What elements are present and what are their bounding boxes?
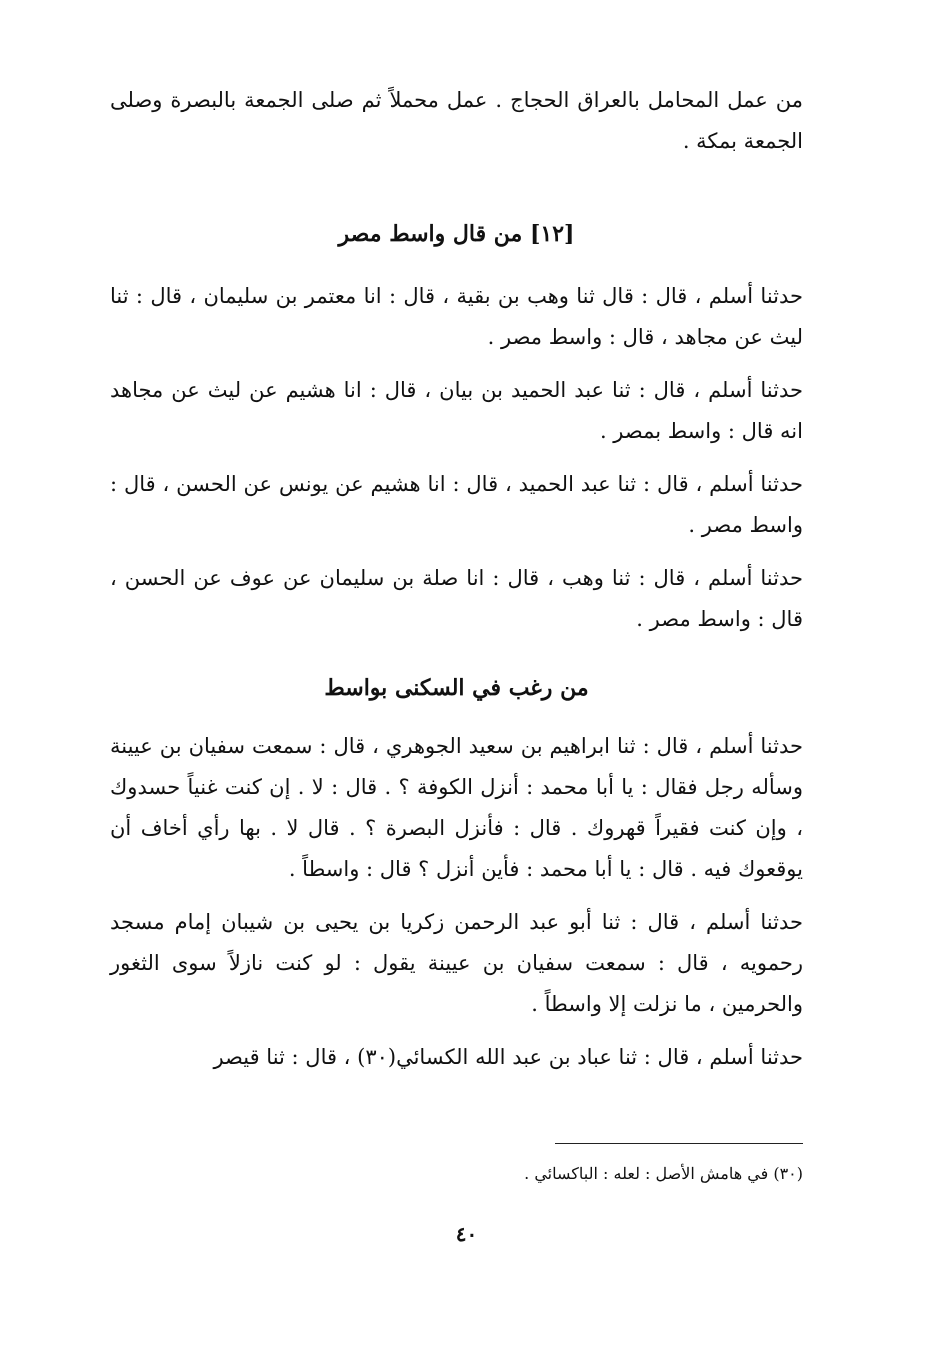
- hadith-paragraph: حدثنا أسلم ، قال : ثنا ابراهيم بن سعيد الجوهري ، قال : سمعت سفيان بن عيينة وسأله رجل فقال : يا أبا محمد : أنزل الكوفة ؟ . قال : لا . إن كنت غنياً حسدوك ، وإن كنت فقيراً قهروك . قال : فأنزل البصرة ؟ . قال لا . بها رأي أخاف أن يوقعوك فيه . قال : يا أبا محمد : فأين أنزل ؟ قال : واسطاً .: [110, 734, 803, 881]
- hadith-paragraph: حدثنا أسلم ، قال : ثنا وهب ، قال : انا صلة بن سليمان عن عوف عن الحسن ، قال : واسط مصر .: [110, 566, 803, 631]
- page-number: ٤٠: [455, 1222, 478, 1246]
- hadith-paragraph: حدثنا أسلم ، قال : ثنا عباد بن عبد الله الكسائي(٣٠) ، قال : ثنا قيصر: [213, 1045, 803, 1069]
- hadith-paragraph: حدثنا أسلم ، قال : ثنا أبو عبد الرحمن زكريا بن يحيى بن شيبان إمام مسجد رحمويه ، قال : سمعت سفيان بن عيينة يقول : لو كنت نازلاً سوى الثغور والحرمين ، ما نزلت إلا واسطاً .: [110, 910, 803, 1016]
- footnote-separator: [555, 1143, 803, 1144]
- hadith-paragraph: حدثنا أسلم ، قال : قال ثنا وهب بن بقية ، قال : انا معتمر بن سليمان ، قال : ثنا ليث عن مجاهد ، قال : واسط مصر .: [110, 284, 803, 349]
- footnote: (٣٠) في هامش الأصل : لعله : الباكسائي .: [524, 1164, 803, 1183]
- intro-paragraph: من عمل المحامل بالعراق الحجاج . عمل محملاً ثم صلى الجمعة بالبصرة وصلى الجمعة بمكة .: [110, 88, 803, 153]
- section-heading-sukna: من رغب في السكنى بواسط: [324, 675, 589, 701]
- hadith-paragraph: حدثنا أسلم ، قال : ثنا عبد الحميد بن بيان ، قال : انا هشيم عن ليث عن مجاهد انه قال : واسط بمصر .: [110, 378, 803, 443]
- page-body: [110, 80, 803, 1090]
- section-heading-wasit-misr: [١٢] من قال واسط مصر: [338, 221, 575, 247]
- hadith-paragraph: حدثنا أسلم ، قال : ثنا عبد الحميد ، قال : انا هشيم عن يونس عن الحسن ، قال : واسط مصر .: [110, 472, 803, 537]
